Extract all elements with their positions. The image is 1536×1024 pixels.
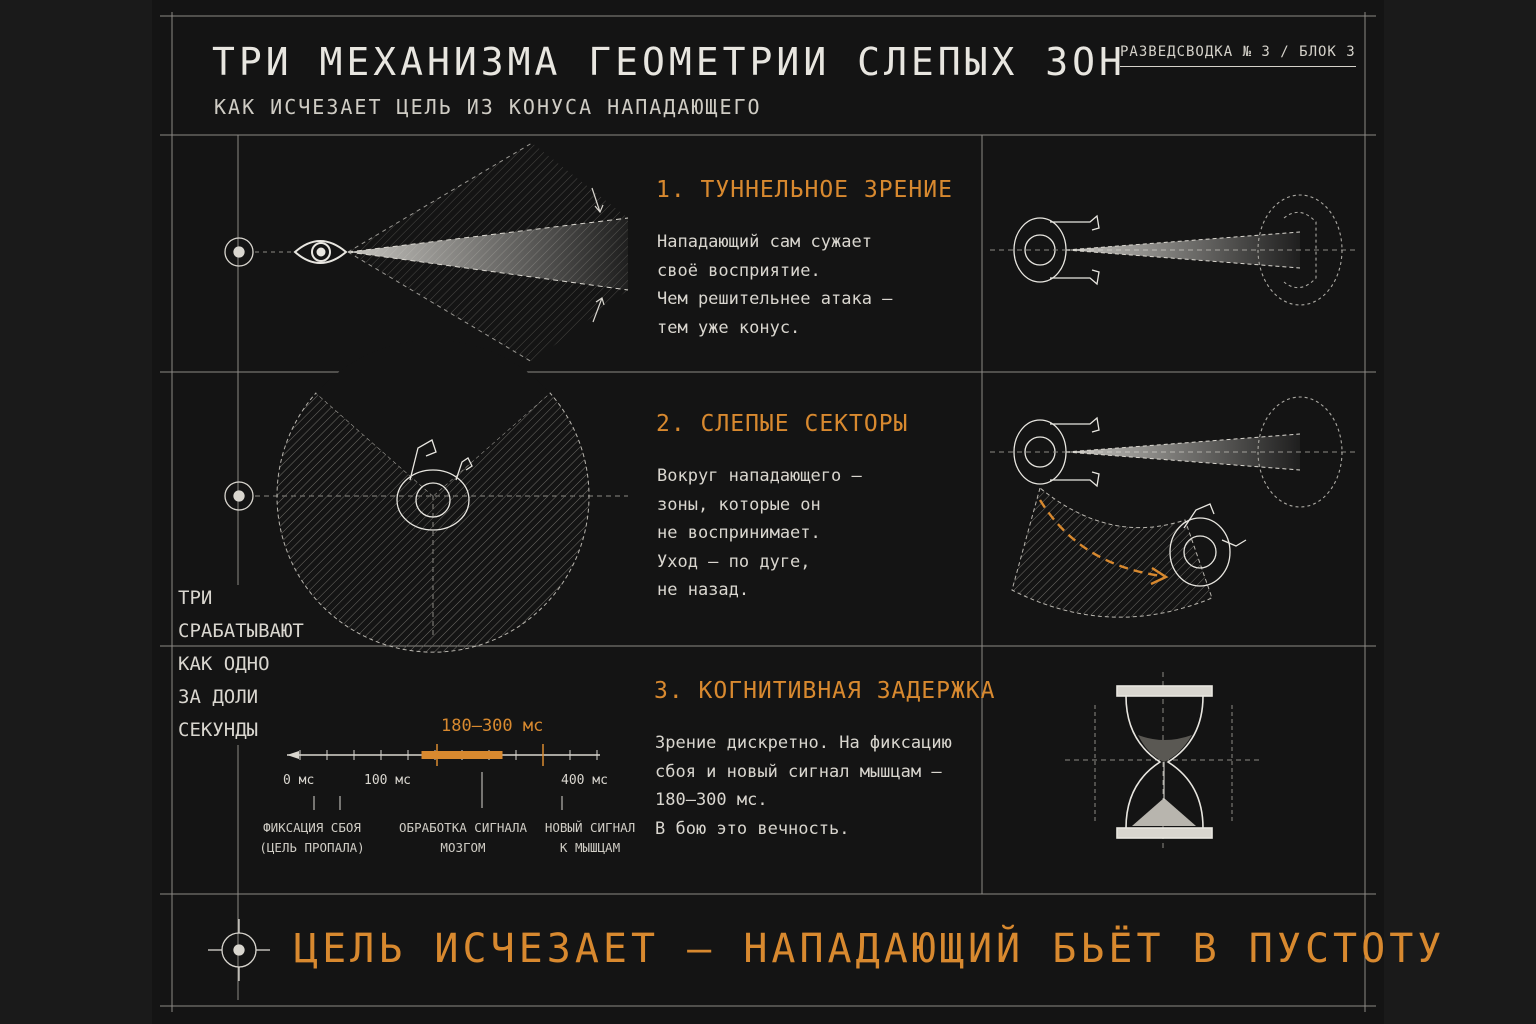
tick-label-0: 0 мс: [283, 773, 315, 788]
section-2-body: Вокруг нападающего — зоны, которые он не воспринимает. Уход — по дуге, не назад.: [657, 466, 862, 600]
event-markers: [314, 772, 562, 810]
section-3-body: Зрение дискретно. На фиксацию сбоя и новый сигнал мышцам — 180–300 мс. В бою это вечность.: [655, 733, 952, 839]
reference-label: РАЗВЕДСВОДКА № 3 / БЛОК 3: [1120, 44, 1356, 67]
side-note: ТРИ СРАБАТЫВАЮТ КАК ОДНО ЗА ДОЛИ СЕКУНДЫ: [178, 587, 304, 741]
tick-label-100: 100 мс: [364, 773, 411, 788]
eye-icon: [295, 241, 346, 263]
range-bar: [422, 751, 503, 759]
event-new-signal: НОВЫЙ СИГНАЛ К МЫШЦАМ: [544, 820, 636, 855]
section-2-heading: 2. СЛЕПЫЕ СЕКТОРЫ: [656, 411, 909, 437]
crosshair-icon: [225, 482, 253, 510]
section-1-heading: 1. ТУННЕЛЬНОЕ ЗРЕНИЕ: [656, 177, 953, 203]
page-subtitle: КАК ИСЧЕЗАЕТ ЦЕЛЬ ИЗ КОНУСА НАПАДАЮЩЕГО: [214, 95, 762, 119]
section-3-heading: 3. КОГНИТИВНАЯ ЗАДЕРЖКА: [654, 678, 996, 704]
event-processing: ОБРАБОТКА СИГНАЛА МОЗГОМ: [399, 820, 527, 855]
timeline-range-label: 180–300 мс: [441, 716, 544, 736]
section-1-body: Нападающий сам сужает своё восприятие. Чем решительнее атака — тем уже конус.: [657, 232, 893, 338]
hourglass-icon: [1065, 672, 1262, 850]
crosshair-icon: [208, 919, 270, 981]
event-fixation: ФИКСАЦИЯ СБОЯ (ЦЕЛЬ ПРОПАЛА): [259, 820, 365, 855]
page-title: ТРИ МЕХАНИЗМА ГЕОМЕТРИИ СЛЕПЫХ ЗОН: [212, 40, 1126, 84]
crosshair-icon: [225, 238, 253, 266]
tick-label-400: 400 мс: [561, 773, 608, 788]
footer-slogan: ЦЕЛЬ ИСЧЕЗАЕТ — НАПАДАЮЩИЙ БЬЁТ В ПУСТОТУ: [294, 926, 1446, 972]
dodge-sector: [1012, 488, 1212, 617]
